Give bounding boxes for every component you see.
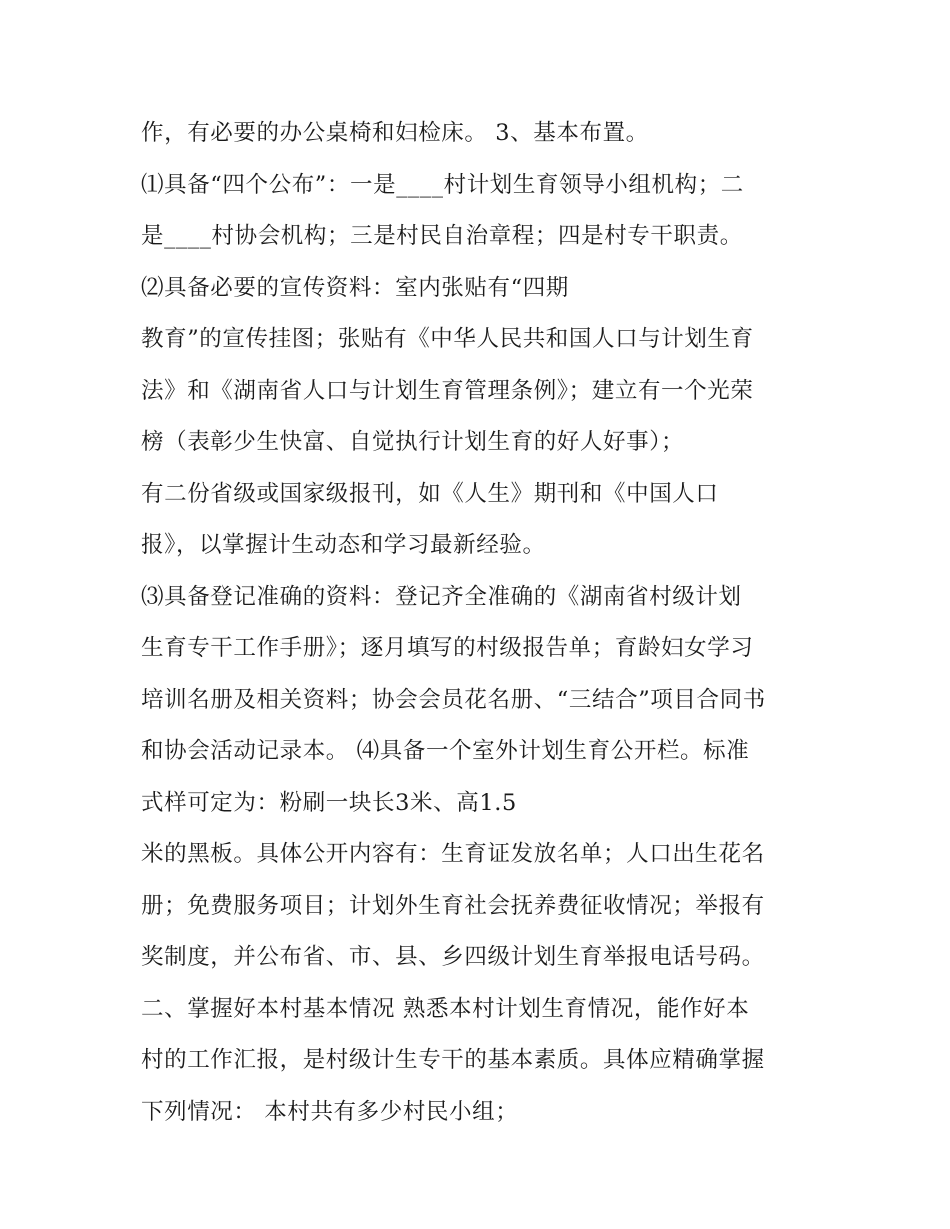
text-line: 榜（表彰少生快富、自觉执行计划生育的好人好事）； [141,429,685,455]
text-line: 二、掌握好本村基本情况 熟悉本村计划生育情况，能作好本 [141,995,750,1022]
text-line: 报》，以掌握计生动态和学习最新经验。 [141,532,546,558]
text-line: 作，有必要的办公桌椅和妇检床。 3、基本布置。 [141,120,649,146]
text-line: ⑶具备登记准确的资料：登记齐全准确的《湖南省村级计划 [141,583,742,610]
text-line: 下列情况： 本村共有多少村民小组； [141,1098,519,1125]
text-line: 是____村协会机构；三是村民自治章程；四是村专干职责。 [141,223,743,249]
text-line: 有二份省级或国家级报刊，如《人生》期刊和《中国人口 [141,480,719,507]
body-text [141,108,831,1138]
text-line: ⑴具备“四个公布”：一是____村计划生育领导小组机构；二 [141,171,744,198]
text-line: 村的工作汇报，是村级计生专干的基本素质。具体应精确掌握 [141,1047,765,1073]
text-line: 生育专干工作手册》；逐月填写的村级报告单；育龄妇女学习 [141,635,754,661]
text-line: 教育”的宣传挂图；张贴有《中华人民共和国人口与计划生育 [141,326,754,352]
text-line: 培训名册及相关资料；协会会员花名册、“三结合”项目合同书 [141,686,766,713]
text-line: 米的黑板。具体公开内容有：生育证发放名单；人口出生花名 [141,841,765,867]
text-line: 和协会活动记录本。 ⑷具备一个室外计划生育公开栏。标准 [141,738,750,764]
text-line: 法》和《湖南省人口与计划生育管理条例》；建立有一个光荣 [141,377,754,404]
text-line: 式样可定为：粉刷一块长3米、高1.5 [141,789,517,816]
text-line: 奖制度，并公布省、市、县、乡四级计划生育举报电话号码。 [141,944,765,970]
text-line: 册；免费服务项目；计划外生育社会抚养费征收情况；举报有 [141,892,765,919]
text-line: ⑵具备必要的宣传资料：室内张贴有“四期 [141,274,569,301]
